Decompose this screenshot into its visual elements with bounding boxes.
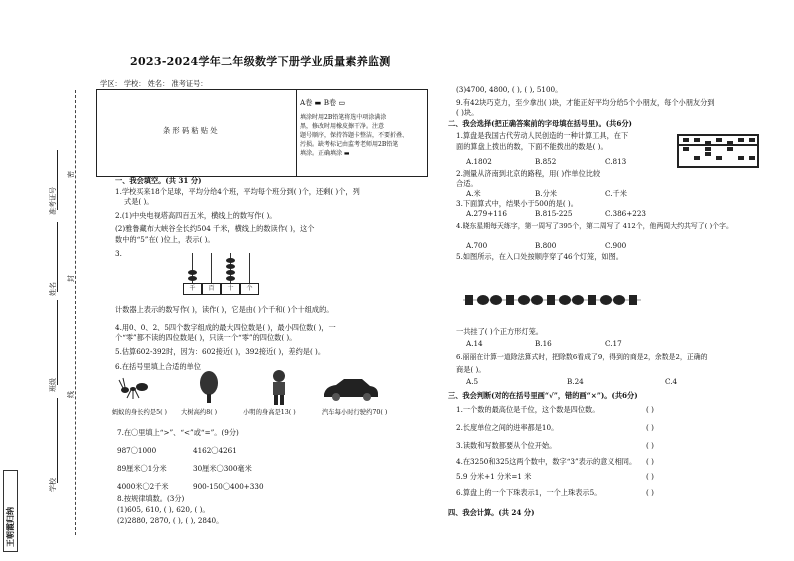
notice: 填涂。正确填涂 ▬: [300, 150, 350, 157]
judge-5: 5.9 分米+1 分米=1 米: [456, 472, 532, 481]
c3: 3.下面算式中，结果小于500的是( )。: [456, 199, 578, 208]
abacus-label-qian: 千: [183, 283, 202, 295]
margin-line: [57, 300, 58, 385]
section-4-heading: 四、我会计算。(共 24 分): [448, 508, 535, 517]
q7-c: 89厘米〇1分米: [117, 464, 167, 473]
suanpan-picture: [677, 134, 759, 168]
margin-strip: [0, 0, 95, 561]
q9-line1: 9.有42块巧克力，至少拿出( )块，才能正好平均分给5个小朋友，每个小朋友分到: [456, 98, 715, 107]
c6-opt-a: A.5: [466, 377, 479, 386]
q2-1: 2.(1)中央电视塔高四百五米，横线上的数写作( )。: [115, 211, 277, 220]
abacus-label-shi: 十: [221, 283, 240, 295]
q1-line2: 式是( )。: [124, 197, 154, 206]
c1-opt-b: B.852: [535, 157, 557, 166]
c6-line1: 6.丽丽在计算一道除法算式时，把除数6看成了9，得到的商是2，余数是2，正确的: [456, 353, 708, 361]
section-1-heading: 一、我会填空。(共 31 分): [115, 176, 202, 185]
header-divider: [296, 89, 297, 176]
section-2-heading: 二、我会选择(把正确答案前的字母填在括号里)。(共6分): [448, 119, 632, 128]
ant-picture: [117, 374, 151, 404]
judge-1: 1.一个数的最高位是千位，这个数是四位数。: [456, 405, 600, 414]
q3-label: 3.: [115, 249, 122, 258]
judge-6: 6.算盘上的一个下珠表示1，一个上珠表示5。: [456, 488, 602, 497]
q8-1: (1)605, 610, ( ), 620, ( )。: [117, 505, 210, 514]
q7-b: 4162〇4261: [193, 446, 237, 455]
judge-2: 2.长度单位之间的进率都是10。: [456, 423, 559, 432]
c3-opt-c: C.386+223: [605, 209, 646, 218]
abacus-label-bai: 百: [202, 283, 221, 295]
q7-d: 30厘米〇300毫米: [193, 464, 252, 473]
judge-4: 4.在3250和325这两个数中，数字“3”表示的意义相同。: [456, 457, 637, 466]
boy-picture: [267, 368, 291, 406]
q7: 7.在〇里填上“>”、“<”或“=”。(9分): [117, 428, 239, 437]
margin-banji: 班级: [49, 378, 57, 392]
q1-line1: 1.学校买来18个足球，平均分给4个班，平均每个班分到( )个，还剩( )个，列: [115, 187, 360, 196]
q6-item-boy: 小明的身高是13( ): [243, 409, 296, 416]
c2-opt-a: A.米: [466, 189, 481, 198]
c1-opt-c: C.813: [605, 157, 627, 166]
c2-line1: 2.测量从济南到北京的路程，用( )作单位比较: [456, 169, 601, 178]
q9-line2: ( )块。: [456, 108, 479, 117]
q6-item-tree: 大树高约8( ): [181, 409, 218, 416]
judge-3: 3.读数和写数都要从个位开始。: [456, 441, 557, 450]
c3-opt-a: A.279+116: [466, 209, 507, 218]
q2-3: 数中的“5”在( )位上，表示( )。: [115, 235, 215, 244]
q4-line2: 个“零”都不读的四位数是( )，只读一个“零”的四位数( )。: [115, 333, 297, 342]
judge-paren-4[interactable]: ( ): [646, 457, 654, 466]
q8: 8.按规律填数。(3分): [117, 494, 185, 503]
c4-opt-b: B.800: [535, 241, 557, 250]
car-picture: [322, 376, 380, 402]
c5-line2: 一共挂了( )个正方形灯笼。: [456, 327, 543, 336]
counting-frame: [183, 253, 259, 297]
c5-opt-c: C.17: [605, 339, 622, 348]
c2-opt-c: C.千米: [605, 189, 627, 198]
c4-opt-c: C.900: [605, 241, 627, 250]
c1-opt-a: A.1802: [466, 157, 492, 166]
q8-3: (3)4700, 4800, ( ), ( ), 5100。: [456, 85, 563, 94]
c2-line2: 合适。: [456, 179, 478, 188]
c4: 4.晓东星期每天练字，第一周写了395个，第二周写了 412个，他两周大约共写了( )个字。: [456, 222, 733, 230]
info-line: 学区： 学校： 姓名： 准考证号：: [100, 79, 208, 88]
c5-opt-b: B.16: [535, 339, 552, 348]
section-3-heading: 三、我会判断(对的在括号里画“√”，错的画“×”)。(共6分): [448, 391, 638, 400]
logo: 王朝霞归纳: [3, 470, 18, 552]
margin-xuexiao: 学校: [49, 478, 57, 492]
tree-picture: [198, 370, 220, 404]
q3-text: 计数器上表示的数写作( )，读作( )，它是由( )个千和( )个十组成的。: [115, 305, 334, 314]
judge-paren-5[interactable]: ( ): [646, 472, 654, 481]
abacus-label-ge: 个: [240, 283, 259, 295]
barcode-area: 条 形 码 粘 贴 处: [163, 126, 218, 135]
judge-paren-1[interactable]: ( ): [646, 405, 654, 414]
margin-line: [57, 150, 58, 210]
c1-line2: 面的算盘上拨出的数，下面不能拨出的数是( )。: [456, 142, 608, 151]
c1-line1: 1.算盘是我国古代劳动人民创造的一种计算工具，在下: [456, 131, 629, 140]
ab-selector: A卷 ▬ B卷 ▭: [300, 98, 346, 107]
margin-line: [57, 222, 58, 292]
q7-a: 987〇1000: [117, 446, 157, 455]
c4-opt-a: A.700: [466, 241, 488, 250]
lantern-row: [463, 292, 653, 308]
q2-2: (2)雅鲁藏布大峡谷全长约504 千米，横线上的数读作( )，这个: [115, 224, 315, 233]
c5: 5.如图所示，在入口处按顺序穿了46个灯笼，如图。: [456, 252, 623, 261]
margin-feng: 封: [67, 275, 75, 282]
margin-xian: 线: [67, 391, 75, 398]
q6-item-ant: 蚂蚁的身长约是5( ): [112, 409, 167, 416]
c6-opt-b: B.24: [567, 377, 584, 386]
c6-opt-c: C.4: [665, 377, 678, 386]
q6-item-car: 汽车每小时行驶约70( ): [322, 409, 388, 416]
c6-line2: 商是( )。: [456, 365, 486, 374]
notice: 黑，修改时用橡皮擦干净。注意: [300, 123, 385, 130]
seal-line: [75, 90, 76, 535]
notice: 填涂时用2B铅笔将选中项涂满涂: [300, 114, 387, 121]
q5: 5.估算602-392时，因为：602接近( )，392接近( )，差约是( )。: [115, 347, 326, 356]
notice: 污损。缺考标记由监考老师用2B铅笔: [300, 141, 399, 148]
margin-kaohao: 准考证号: [49, 187, 57, 215]
c3-opt-b: B.815-225: [535, 209, 573, 218]
margin-xingming: 姓名: [49, 282, 57, 296]
page-title: 2023-2024学年二年级数学下册学业质量素养监测: [130, 55, 391, 68]
q7-f: 900-150〇400+330: [193, 482, 264, 491]
q7-e: 4000米〇2千米: [117, 482, 169, 491]
notice: 题号顺序，保持答题卡整洁，不要折叠、: [300, 132, 409, 139]
judge-paren-6[interactable]: ( ): [646, 488, 654, 497]
judge-paren-3[interactable]: ( ): [646, 441, 654, 450]
margin-mi: 密: [67, 171, 75, 178]
c5-opt-a: A.14: [466, 339, 483, 348]
judge-paren-2[interactable]: ( ): [646, 423, 654, 432]
q6: 6.在括号里填上合适的单位: [115, 362, 201, 371]
c2-opt-b: B.分米: [535, 189, 557, 198]
margin-line: [57, 398, 58, 483]
q4-line1: 4.用0、0、2、5四个数字组成的最大四位数是( )，最小四位数( )，一: [115, 323, 336, 332]
q8-2: (2)2880, 2870, ( ), ( ), 2840。: [117, 516, 224, 525]
